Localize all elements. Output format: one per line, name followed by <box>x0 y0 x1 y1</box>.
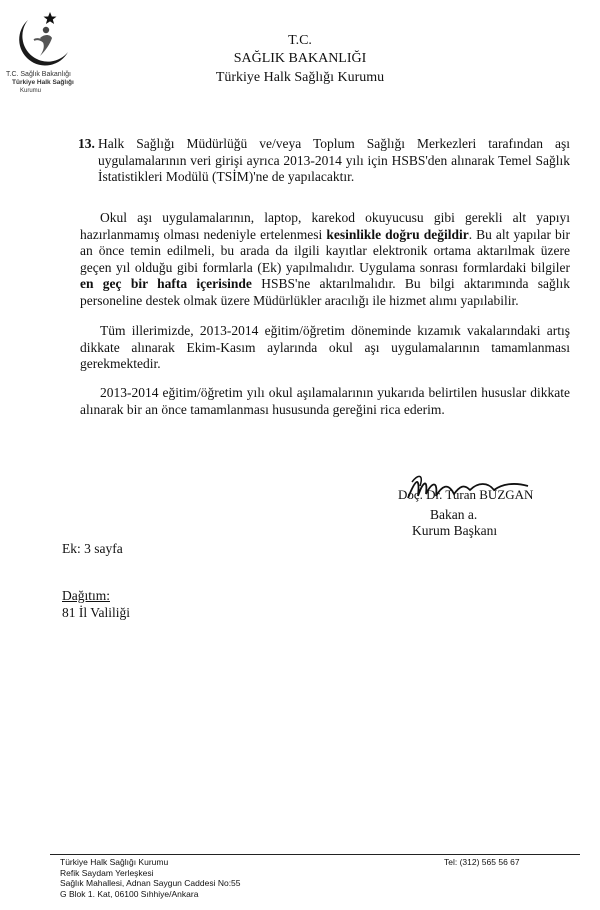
p1-part-a: Okul aşı uygulamalarının, laptop, karekod okuyucusu gibi gerekli alt yapıyı hazırlanmamış olması nedeniyle ertelenmesi <box>80 210 570 242</box>
paragraph-2: Tüm illerimizde, 2013-2014 eğitim/öğretim döneminde kızamık vakalarındaki artış dikkate alınarak Ekim-Kasım aylarında okul aşı uygulamalarının tamamlanması gerekmektedir. <box>80 323 570 371</box>
header-line1: T.C. <box>288 33 312 48</box>
p1-emphasis-2: en geç bir hafta içerisinde <box>80 276 252 291</box>
p1-emphasis-1: kesinlikle doğru değildir <box>326 226 469 242</box>
logo-line1: T.C. Sağlık Bakanlığı <box>6 71 71 78</box>
signatory-name: Doç. Dr. Turan BUZGAN <box>398 487 534 502</box>
signatory-title-2: Kurum Başkanı <box>412 523 498 538</box>
footer-phone: Tel: (312) 565 56 67 <box>444 857 520 867</box>
paragraph-1 <box>80 210 570 309</box>
item-13-number: 13. <box>78 136 95 151</box>
item-13 <box>80 136 570 186</box>
letter-header <box>180 32 420 88</box>
paragraph-3: 2013-2014 eğitim/öğretim yılı okul aşılamalarının yukarıda belirtilen hususlar dikkate alınarak bir an önce tamamlanması hususunda gereğini rica ederim. <box>80 385 570 417</box>
signatory-title-1: Bakan a. <box>430 507 478 522</box>
distribution-item: 81 İl Valiliği <box>62 605 131 620</box>
item-13-text: Halk Sağlığı Müdürlüğü ve/veya Toplum Sağlığı Merkezleri tarafından aşı uygulamalarının veri girişi ayrıca 2013-2014 yılı için HSBS'den alınarak Temel Sağlık İstatistikleri Modülü (TSİM)'ne de yapılacaktır. <box>98 136 570 184</box>
footer-line2: Refik Saydam Yerleşkesi <box>60 867 154 878</box>
footer-divider <box>50 854 580 855</box>
footer-line4: G Blok 1. Kat, 06100 Sıhhiye/Ankara <box>60 888 199 899</box>
p1-part-e: HSBS'ne aktarılmalıdır. Bu bilgi aktarımında sağlık personeline destek olmak üzere Müdürlükler aracılığı ile hizmet alımı yapılabilir. <box>80 276 571 308</box>
logo-caption <box>6 71 96 95</box>
crescent-star-logo-icon <box>10 10 78 74</box>
logo-line2: Türkiye Halk Sağlığı <box>12 79 74 86</box>
p1-part-c: . Bu alt yapılar bir an önce temin edilmeli, bu arada da ilgili kayıtlar elektronik ortama aktarılmak üzere geçen yıl olduğu gibi formlarla (Ek) yapılmalıdır. Uygulama sonrası formlardaki bilgiler <box>80 226 570 275</box>
footer-line1: Türkiye Halk Sağlığı Kurumu <box>60 857 169 867</box>
header-line2: SAĞLIK BAKANLIĞI <box>233 51 367 66</box>
attachment-note: Ek: 3 sayfa <box>62 541 123 556</box>
logo-line3: Kurumu <box>20 88 42 94</box>
footer-line3: Sağlık Mahallesi, Adnan Saygun Caddesi No:55 <box>60 878 241 888</box>
header-line3: Türkiye Halk Sağlığı Kurumu <box>215 70 385 85</box>
distribution-label: Dağıtım: <box>62 588 110 603</box>
footer-address <box>60 857 241 899</box>
